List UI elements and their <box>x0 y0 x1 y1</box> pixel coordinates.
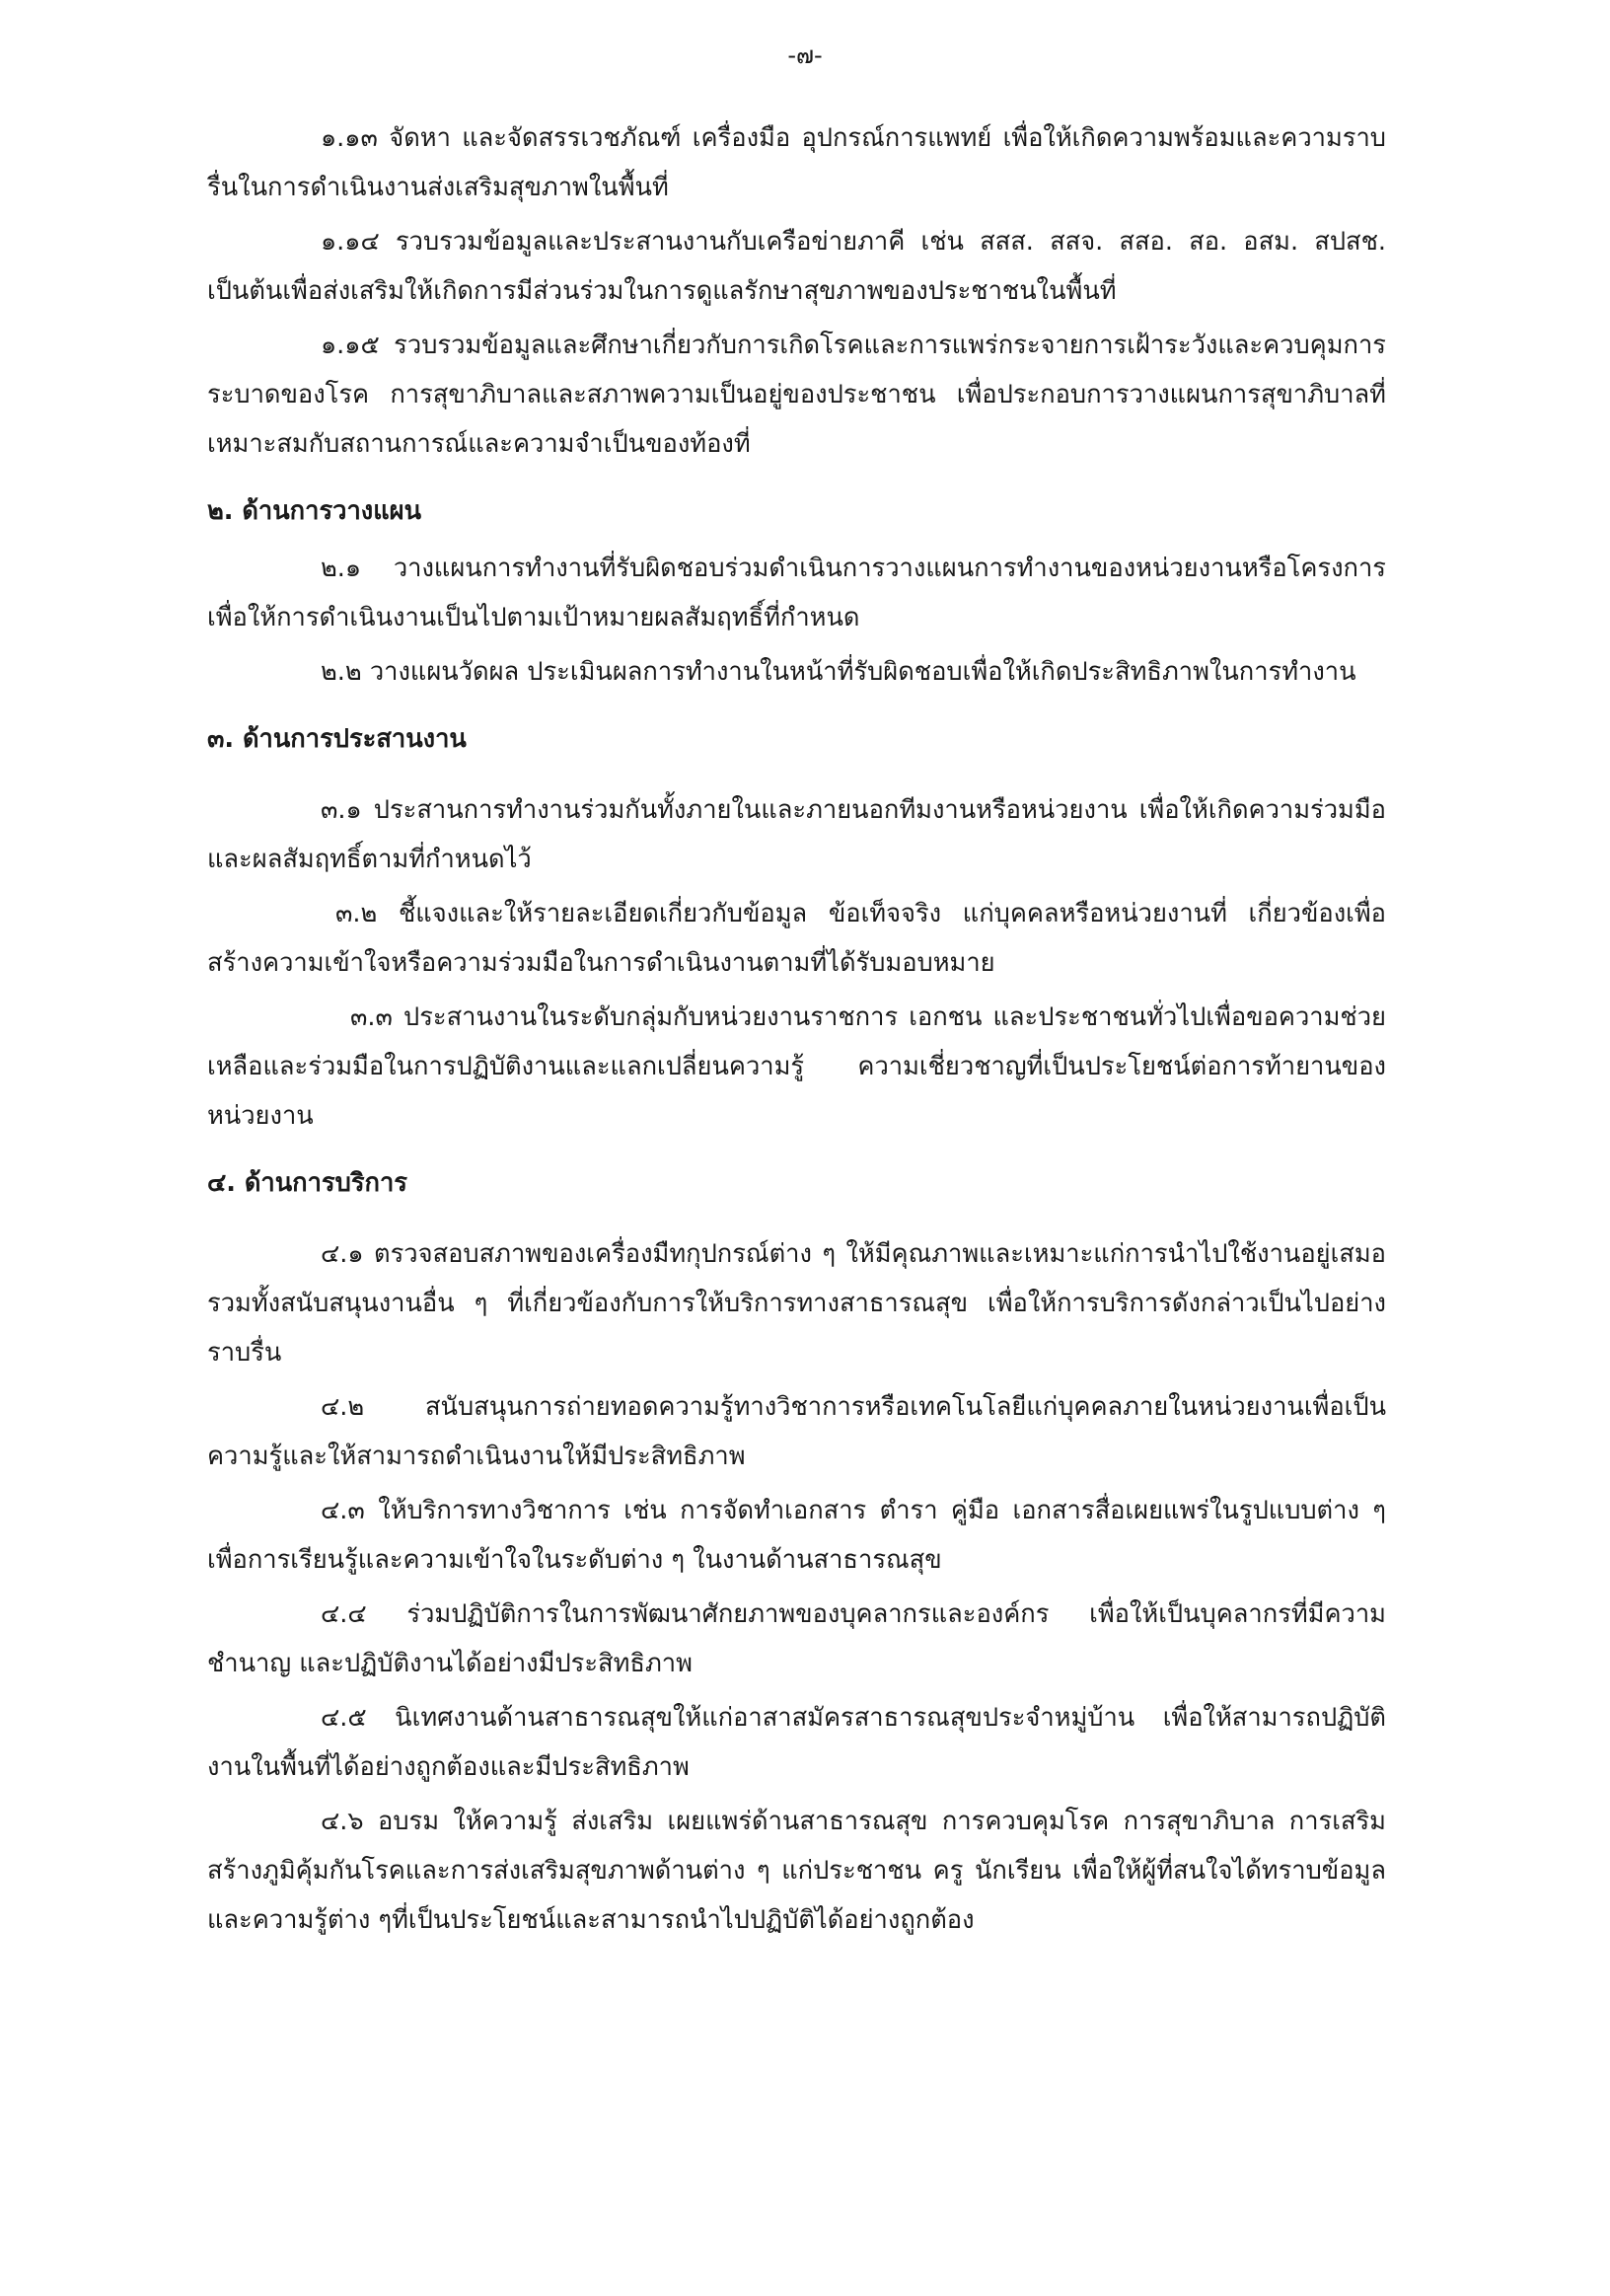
paragraph-3-3: ๓.๓ ประสานงานในระดับกลุ่มกับหน่วยงานราชการ เอกชน และประชาชนทั่วไปเพื่อขอความช่วยเหลือและร่วมมือในการปฏิบัติงานและแลกเปลี่ยนความรู้ ความเชี่ยวชาญที่เป็นประโยชน์ต่อการท้ายานของหน่วยงาน <box>207 1002 1386 1131</box>
paragraph-4-6: ๔.๖ อบรม ให้ความรู้ ส่งเสริม เผยแพร่ด้านสาธารณสุข การควบคุมโรค การสุขาภิบาล การเสริมสร้างภูมิคุ้มกันโรคและการส่งเสริมสุขภาพด้านต่าง ๆ แก่ประชาชน ครู นักเรียน เพื่อให้ผู้ที่สนใจได้ทราบข้อมูลและความรู้ต่าง ๆที่เป็นประโยชน์และสามารถนำไปปฏิบัติได้อย่างถูกต้อง <box>207 1807 1386 1935</box>
paragraph-1-15: ๑.๑๕ รวบรวมข้อมูลและศึกษาเกี่ยวกับการเกิดโรคและการแพร่กระจายการเฝ้าระวังและควบคุมการระบาดของโรค การสุขาภิบาลและสภาพความเป็นอยู่ของประชาชน เพื่อประกอบการวางแผนการสุขาภิบาลที่เหมาะสมกับสถานการณ์และความจำเป็นของท้องที่ <box>207 331 1386 459</box>
paragraph-2-1: ๒.๑ วางแผนการทำงานที่รับผิดชอบร่วมดำเนินการวางแผนการทำงานของหน่วยงานหรือโครงการ เพื่อให้การดำเนินงานเป็นไปตามเป้าหมายผลสัมฤทธิ์ที่กำหนด <box>207 554 1386 632</box>
paragraph-3-2: ๓.๒ ชี้แจงและให้รายละเอียดเกี่ยวกับข้อมูล ข้อเท็จจริง แก่บุคคลหรือหน่วยงานที่ เกี่ยวข้องเพื่อสร้างความเข้าใจหรือความร่วมมือในการดำเนินงานตามที่ได้รับมอบหมาย <box>207 899 1386 978</box>
page-number: -๗- <box>787 41 823 69</box>
section-heading-service: ๔. ด้านการบริการ <box>207 1168 407 1198</box>
paragraph-4-4: ๔.๔ ร่วมปฏิบัติการในการพัฒนาศักยภาพของบุคลากรและองค์กร เพื่อให้เป็นบุคลากรที่มีความชำนาญ และปฏิบัติงานได้อย่างมีประสิทธิภาพ <box>207 1599 1386 1678</box>
paragraph-1-14: ๑.๑๔ รวบรวมข้อมูลและประสานงานกับเครือข่ายภาคี เช่น สสส. สสจ. สสอ. สอ. อสม. สปสช. เป็นต้นเพื่อส่งเสริมให้เกิดการมีส่วนร่วมในการดูแลรักษาสุขภาพของประชาชนในพื้นที่ <box>207 227 1386 306</box>
paragraph-4-1: ๔.๑ ตรวจสอบสภาพของเครื่องมืทกุปกรณ์ต่าง ๆ ให้มีคุณภาพและเหมาะแก่การนำไปใช้งานอยู่เสมอ รวมทั้งสนับสนุนงานอื่น ๆ ที่เกี่ยวข้องกับการให้บริการทางสาธารณสุข เพื่อให้การบริการดังกล่าวเป็นไปอย่างราบรื่น <box>207 1239 1386 1368</box>
paragraph-3-1: ๓.๑ ประสานการทำงานร่วมกันทั้งภายในและภายนอกทีมงานหรือหน่วยงาน เพื่อให้เกิดความร่วมมือและผลสัมฤทธิ์ตามที่กำหนดไว้ <box>207 795 1386 874</box>
paragraph-1-13: ๑.๑๓ จัดหา และจัดสรรเวชภัณฑ์ เครื่องมือ อุปกรณ์การแพทย์ เพื่อให้เกิดความพร้อมและความราบรื่นในการดำเนินงานส่งเสริมสุขภาพในพื้นที่ <box>207 123 1386 202</box>
paragraph-4-2: ๔.๒ สนับสนุนการถ่ายทอดความรู้ทางวิชาการหรือเทคโนโลยีแก่บุคคลภายในหน่วยงานเพื่อเป็นความรู้และให้สามารถดำเนินงานให้มีประสิทธิภาพ <box>207 1392 1386 1471</box>
section-heading-planning: ๒. ด้านการวางแผน <box>207 496 422 526</box>
paragraph-4-5: ๔.๕ นิเทศงานด้านสาธารณสุขให้แก่อาสาสมัครสาธารณสุขประจำหมู่บ้าน เพื่อให้สามารถปฏิบัติงานในพื้นที่ได้อย่างถูกต้องและมีประสิทธิภาพ <box>207 1703 1386 1782</box>
paragraph-2-2: ๒.๒ วางแผนวัดผล ประเมินผลการทำงานในหน้าที่รับผิดชอบเพื่อให้เกิดประสิทธิภาพในการทำงาน <box>321 657 1356 687</box>
paragraph-4-3: ๔.๓ ให้บริการทางวิชาการ เช่น การจัดทำเอกสาร ตำรา คู่มือ เอกสารสื่อเผยแพร่ในรูปแบบต่าง ๆ เพื่อการเรียนรู้และความเข้าใจในระดับต่าง ๆ ในงานด้านสาธารณสุข <box>207 1496 1386 1575</box>
document-body <box>207 113 1386 1950</box>
section-heading-coordination: ๓. ด้านการประสานงาน <box>207 724 467 754</box>
